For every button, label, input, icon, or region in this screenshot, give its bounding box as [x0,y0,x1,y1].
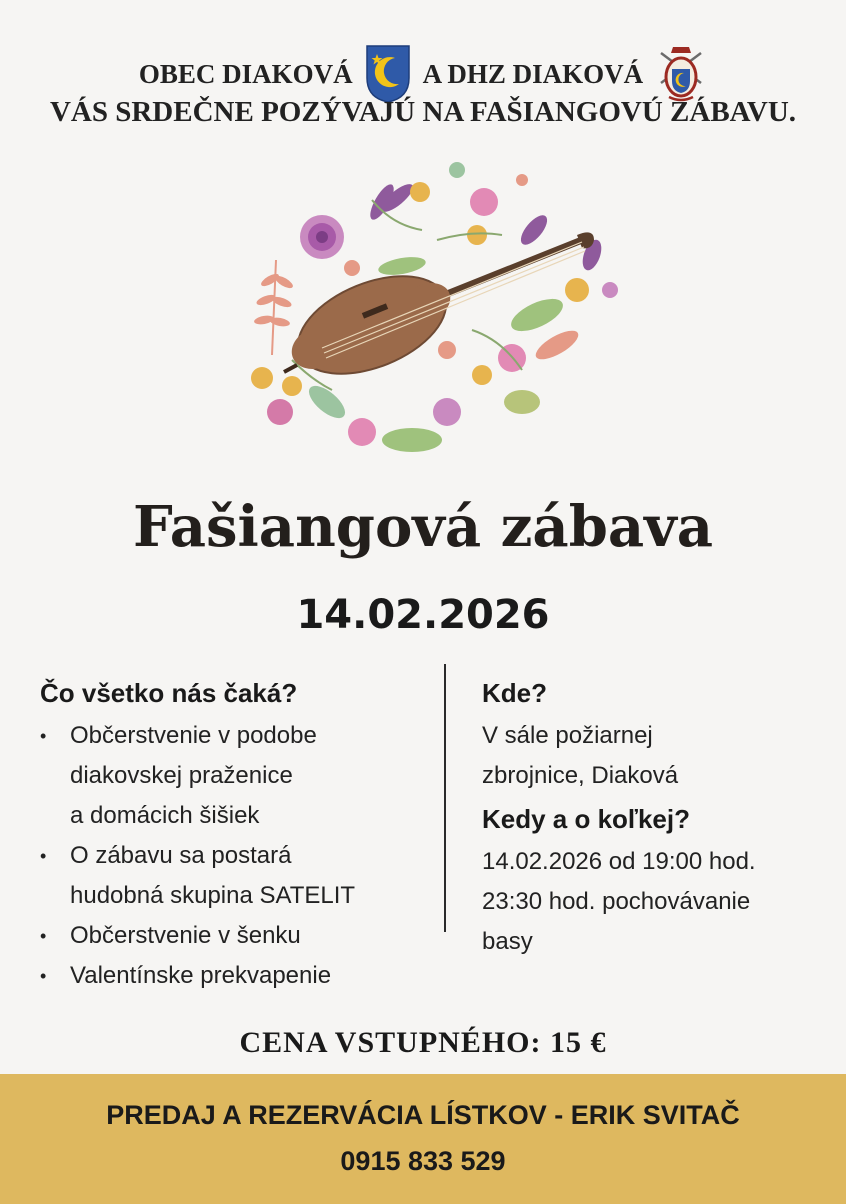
where-line: V sále požiarnej [482,722,653,749]
column-divider [444,664,446,932]
event-date: 14.02.2026 [296,592,550,638]
ticket-sales-text: PREDAJ A REZERVÁCIA LÍSTKOV - ERIK SVITAČ [106,1100,740,1130]
admission-price: CENA VSTUPNÉHO: 15 € [239,1026,607,1059]
double-bass-floral-wreath-illustration [222,140,632,490]
when-heading: Kedy a o koľkej? [482,804,690,834]
what-awaits-section [40,676,440,996]
header-line-1 [0,52,846,96]
village-coat-of-arms-icon [365,44,411,104]
list-item: • Občerstvenie v šenku [40,916,440,956]
list-item: • O zábavu sa postará hudobná skupina SATELIT [40,836,440,916]
what-awaits-list [40,716,440,996]
header-fire-brigade-text: A DHZ DIAKOVÁ [422,58,644,89]
where-line: zbrojnice, Diaková [482,762,679,789]
where-heading: Kde? [482,678,547,708]
where-when-section [482,676,832,962]
ticket-footer-banner [0,1074,846,1204]
header-village-text: OBEC DIAKOVÁ [138,58,353,89]
list-item: • Valentínske prekvapenie [40,956,440,996]
list-item: • Občerstvenie v podobe diakovskej praženice a domácich šišiek [40,716,440,836]
header-line-2: VÁS SRDEČNE POZÝVAJÚ NA FAŠIANGOVÚ ZÁBAVU. [49,96,797,128]
event-title: Fašiangová zábava [133,494,713,560]
phone-number: 0915 833 529 [340,1146,506,1176]
when-line: 23:30 hod. pochovávanie [482,888,751,915]
what-awaits-heading: Čo všetko nás čaká? [40,678,298,708]
when-line: basy [482,928,533,955]
when-line: 14.02.2026 od 19:00 hod. [482,848,756,875]
